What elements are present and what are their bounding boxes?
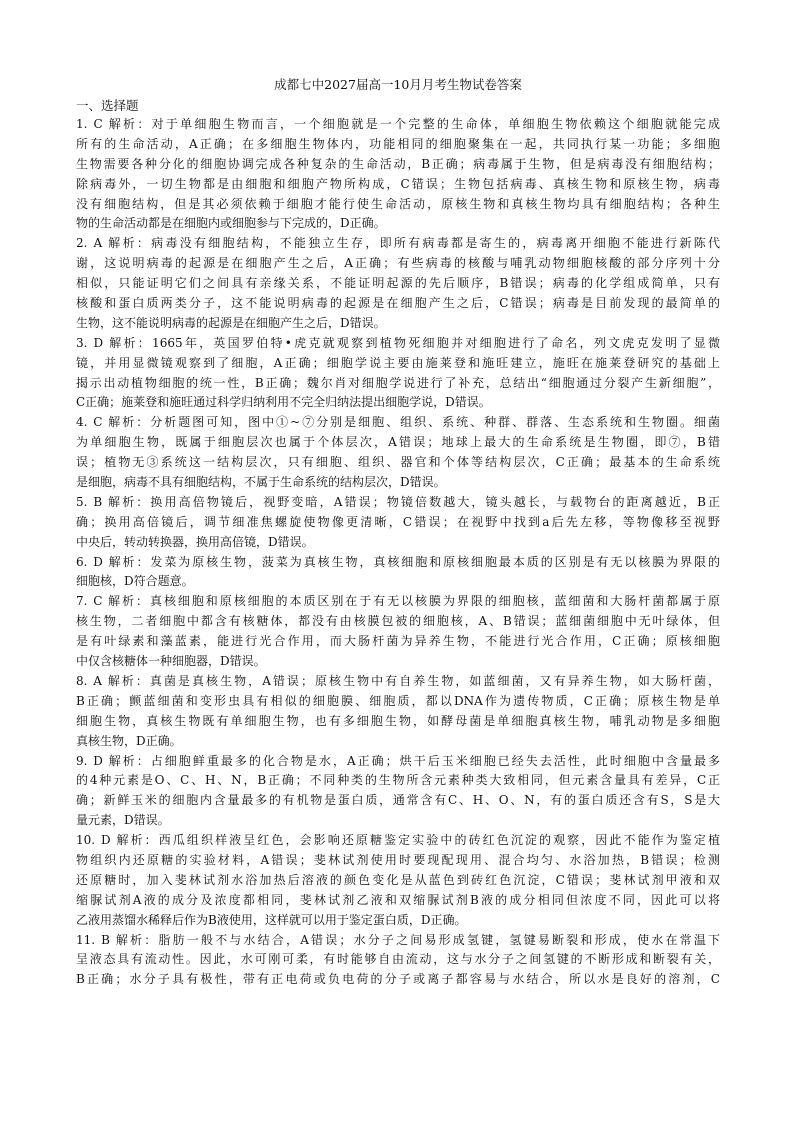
- answer-text-line: 6. D 解析：发菜为原核生物，菠菜为真核生物，真核细胞和原核细胞最本质的区别是有无以核膜为界限的: [76, 554, 720, 569]
- answer-text-line: 为单细胞生物，既属于细胞层次也属于个体层次，A错误；地球上最大的生命系统是生物圈，即⑦，B错: [76, 435, 720, 450]
- answer-text-line: 谢，这说明病毒的起源是在细胞产生之后，A正确；有些病毒的核酸与哺乳动物细胞核酸的部分序列十分: [76, 256, 720, 271]
- answer-text-line: 乙液用蒸馏水稀释后作为B液使用，这样就可以用于鉴定蛋白质，D正确。: [76, 912, 467, 927]
- answer-text-line: 中仅含核糖体一种细胞器，D错误。: [76, 654, 266, 669]
- answer-item: [76, 553, 720, 593]
- answer-text-line: 中央后，转动转换器，换用高倍镜，D错误。: [76, 534, 314, 549]
- answer-text-line: 7. C 解析：真核细胞和原核细胞的本质区别在于有无以核膜为界限的细胞核，蓝细菌和大肠杆菌都属于原: [76, 594, 720, 609]
- answer-item: [76, 115, 720, 234]
- answer-text-line: 核酸和蛋白质两类分子，这不能说明病毒的起源是在细胞产生之后，C错误；病毒是目前发现的最简单的: [76, 296, 720, 311]
- answer-text-line: 5. B 解析：换用高倍物镜后，视野变暗，A错误；物镜倍数越大，镜头越长，与载物台的距离越近，B正: [76, 494, 720, 509]
- answer-text-line: 10. D 解析：西瓜组织样液呈红色，会影响还原糖鉴定实验中的砖红色沉淀的观察，因此不能作为鉴定植: [76, 833, 720, 848]
- answer-text-line: 相似，只能证明它们之间具有亲缘关系，不能证明起源的先后顺序，B错误；病毒的化学组成简单，只有: [76, 276, 720, 291]
- answer-item: [76, 831, 720, 930]
- answer-text-line: 4. C 解析：分析题图可知，图中①~⑦分别是细胞、组织、系统、种群、群落、生态系统和生物圈。细菌: [76, 415, 720, 430]
- answer-item: [76, 592, 720, 672]
- answer-item: [76, 752, 720, 832]
- answer-text-line: 还原糖时，加入斐林试剂水浴加热后溶液的颜色变化是从蓝色到砖红色沉淀，C错误；斐林试剂甲液和双: [76, 872, 720, 887]
- answer-text-line: 物组织内还原糖的实验材料，A错误；斐林试剂使用时要现配现用、混合均匀、水浴加热，B错误；检测: [76, 852, 720, 867]
- answer-text-line: 2. A 解析：病毒没有细胞结构，不能独立生存，即所有病毒都是寄生的，病毒离开细胞不能进行新陈代: [76, 236, 720, 251]
- answer-text-line: 9. D 解析：占细胞鲜重最多的化合物是水，A正确；烘干后玉米细胞已经失去活性，此时细胞中含量最多: [76, 753, 720, 768]
- answer-text-line: 所有的生命活动，A正确；在多细胞生物体内，功能相同的细胞聚集在一起，共同执行某一功能；多细胞: [76, 136, 720, 151]
- answer-text-line: 生物需要各种分化的细胞协调完成各种复杂的生命活动，B正确；病毒属于生物，但是病毒没有细胞结构；: [76, 156, 720, 171]
- answer-text-line: B正确；水分子具有极性，带有正电荷或负电荷的分子或离子都容易与水结合，所以水是良好的溶剂，C: [76, 972, 720, 987]
- answer-text-line: 细胞核，D符合题意。: [76, 574, 194, 589]
- answer-text-line: 确；新鲜玉米的细胞内含量最多的有机物是蛋白质，通常含有C、H、O、N，有的蛋白质还含有S，S是大: [76, 793, 720, 808]
- answer-text-line: 8. A 解析：真菌是真核生物，A错误；原核生物中有自养生物，如蓝细菌，又有异养生物，如大肠杆菌，: [76, 673, 720, 688]
- answer-text-line: 误；植物无③系统这一结构层次，只有细胞、组织、器官和个体等结构层次，C正确；最基本的生命系统: [76, 455, 720, 470]
- answer-item: [76, 931, 720, 991]
- answer-text-line: 揭示出动植物细胞的统一性，B正确；魏尔肖对细胞学说进行了补充，总结出“细胞通过分裂产生新细胞”，: [76, 375, 720, 390]
- answer-text-line: 镜，并用显微镜观察到了细胞，A正确；细胞学说主要由施莱登和施旺建立，施旺在施莱登研究的基础上: [76, 355, 720, 370]
- answer-item: [76, 413, 720, 493]
- answer-text-line: 细胞生物，真核生物既有单细胞生物，也有多细胞生物，如酵母菌是单细胞真核生物，哺乳动物是多细胞: [76, 713, 720, 728]
- answer-item: [76, 334, 720, 414]
- answer-text-line: 是有叶绿素和藻蓝素，能进行光合作用，而大肠杆菌为异养生物，不能进行光合作用，C正确；原核细胞: [76, 634, 720, 649]
- answer-item: [76, 493, 720, 553]
- answer-item: [76, 672, 720, 752]
- answer-text-line: 11. B 解析：脂肪一般不与水结合，A错误；水分子之间易形成氢键，氢键易断裂和形成，使水在常温下: [76, 932, 720, 947]
- answer-text-line: 呈液态具有流动性。因此，水可刚可柔，有时能够自由流动，这与水分子之间氢键的不断形成和断裂有关，: [76, 952, 720, 967]
- answer-list: [76, 115, 720, 990]
- answer-text-line: 核生物，二者细胞中都含有核糖体，都没有由核膜包被的细胞核，A、B错误；蓝细菌细胞中无叶绿体，但: [76, 614, 720, 629]
- answer-text-line: 量元素，D错误。: [76, 813, 170, 828]
- section-heading: 一、选择题: [76, 98, 139, 113]
- answer-text-line: 没有细胞结构，但是其必须依赖于细胞才能行使生命活动，原核生物和真核生物均具有细胞结构；各种生: [76, 196, 720, 211]
- answer-text-line: 生物，这不能说明病毒的起源是在细胞产生之后，D错误。: [76, 315, 386, 330]
- answer-text-line: B正确；颤蓝细菌和变形虫具有相似的细胞膜、细胞质，都以DNA作为遗传物质，C正确；原核生物是单: [76, 693, 720, 708]
- answer-text-line: 物的生命活动都是在细胞内或细胞参与下完成的，D正确。: [76, 216, 386, 231]
- answer-text-line: 真核生物，D正确。: [76, 733, 182, 748]
- page-title: 成都七中2027届高一10月月考生物试卷答案: [274, 77, 522, 92]
- answer-text-line: 缩脲试剂A液的成分及浓度都相同，斐林试剂乙液和双缩脲试剂B液的成分相同但浓度不同，因此可以将: [76, 892, 720, 907]
- answer-text-line: C正确；施莱登和施旺通过科学归纳利用不完全归纳法提出细胞学说，D错误。: [76, 395, 491, 410]
- answer-text-line: 的4种元素是O、C、H、N，B正确；不同种类的生物所含元素种类大致相同，但元素含量具有差异，C正: [76, 773, 720, 788]
- answer-text-line: 3. D 解析：1665年，英国罗伯特•虎克就观察到植物死细胞并对细胞进行了命名，列文虎克发明了显微: [76, 335, 720, 350]
- answer-text-line: 除病毒外，一切生物都是由细胞和细胞产物所构成，C错误；生物包括病毒、真核生物和原核生物，病毒: [76, 176, 720, 191]
- answer-sheet-page: [76, 73, 720, 990]
- answer-text-line: 是细胞，病毒不具有细胞结构，不属于生命系统的结构层次，D错误。: [76, 475, 446, 490]
- answer-item: [76, 234, 720, 333]
- answer-text-line: 确；换用高倍镜后，调节细准焦螺旋使物像更清晰，C错误；在视野中找到a后先左移，等物像移至视野: [76, 514, 720, 529]
- answer-text-line: 1. C 解析：对于单细胞生物而言，一个细胞就是一个完整的生命体，单细胞生物依赖这个细胞就能完成: [76, 117, 720, 131]
